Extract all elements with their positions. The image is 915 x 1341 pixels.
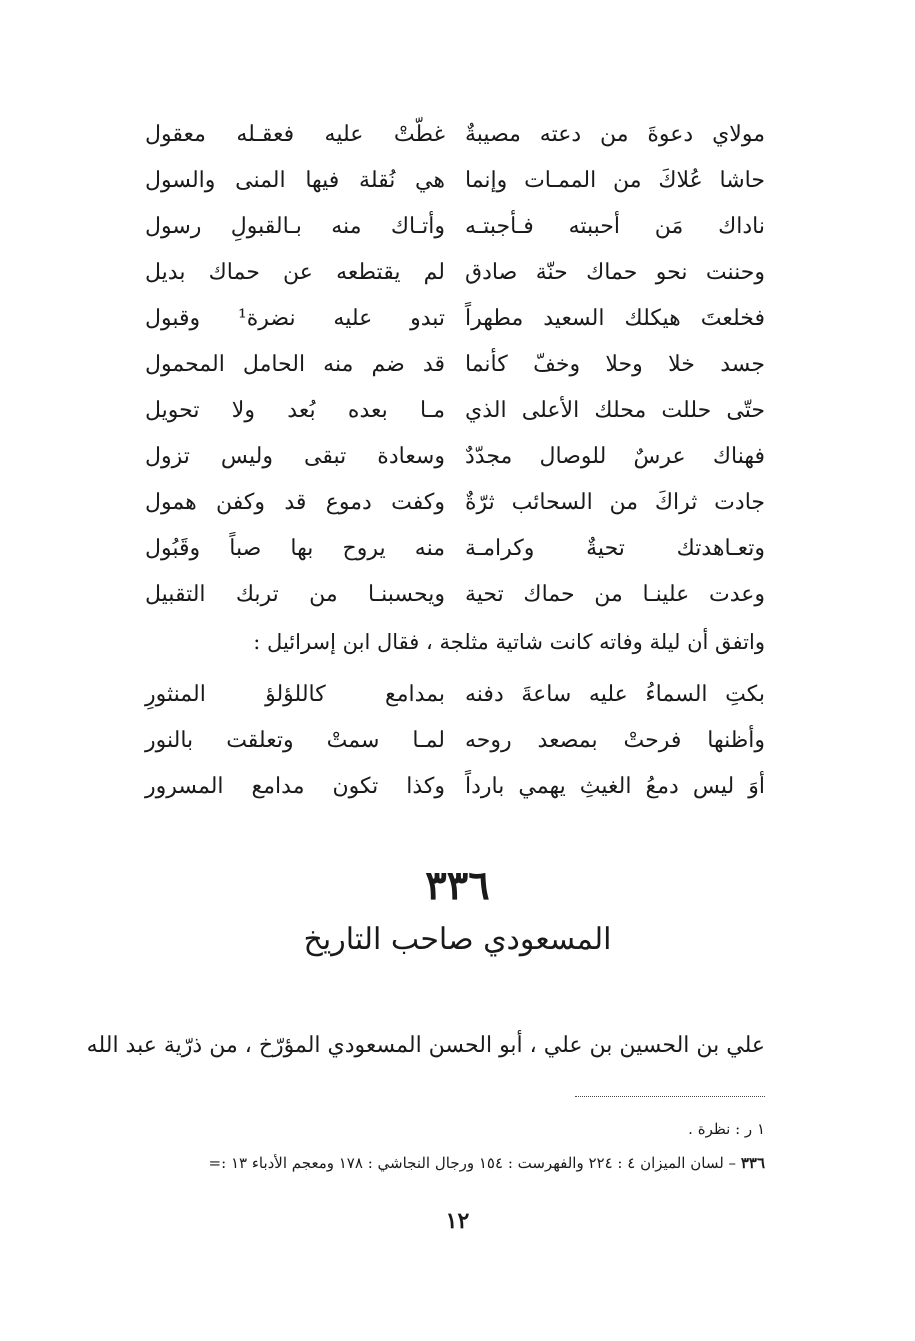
poem-verse — [145, 526, 765, 572]
verse-second-hemistich: غطّتْ عليه فعقـله معقول — [145, 122, 445, 147]
verse-second-hemistich: بمدامع كاللؤلؤ المنثورِ — [145, 682, 445, 707]
verse-first-hemistich: بكتِ السماءُ عليه ساعةَ دفنه — [465, 682, 765, 707]
verse-first-hemistich: جسد خلا وحلا وخفّ كأنما — [465, 352, 765, 377]
poem-verse — [145, 112, 765, 158]
ibn-israil-poem — [145, 672, 765, 810]
verse-second-hemistich: وسعادة تبقى وليس تزول — [145, 444, 445, 469]
verse-second-hemistich: قد ضم منه الحامل المحمول — [145, 352, 445, 377]
footnote-divider — [575, 1096, 765, 1097]
page-number: ١٢ — [445, 1208, 470, 1234]
verse-first-hemistich: ناداك مَن أحببته فـأجبتـه — [465, 214, 765, 239]
verse-first-hemistich: فخلعتَ هيكلك السعيد مطهراً — [465, 306, 765, 331]
verse-first-hemistich: وحننت نحو حماك حنّة صادق — [465, 260, 765, 285]
footnote-entry-mark: ٣٣٦ — [740, 1154, 765, 1172]
verse-second-hemistich: وأتـاك منه بـالقبولِ رسول — [145, 214, 445, 239]
poem-verse — [145, 250, 765, 296]
verse-second-hemistich: لم يقتطعه عن حماك بديل — [145, 260, 445, 285]
verse-first-hemistich: وتعـاهدتك تحيةٌ وكرامـة — [465, 536, 765, 561]
verse-first-hemistich: حتّى حللت محلك الأعلى الذي — [465, 398, 765, 423]
entry-number: ٣٣٦ — [425, 862, 490, 909]
verse-second-hemistich: مـا بعده بُعد ولا تحويل — [145, 398, 445, 423]
verse-first-hemistich: وأظنها فرحتْ بمصعد روحه — [465, 728, 765, 753]
poem-verse — [145, 388, 765, 434]
verse-second-hemistich: هي نُقلة فيها المنى والسول — [145, 168, 445, 193]
footnote-sources-text: – لسان الميزان ٤ : ٢٢٤ والفهرست : ١٥٤ ورجال النجاشي : ١٧٨ ومعجم الأدباء ١٣ := — [208, 1154, 737, 1172]
verse-first-hemistich: جادت ثراكَ من السحائب ثرّةٌ — [465, 490, 765, 515]
verse-first-hemistich: حاشا عُلاكَ من الممـات وإنما — [465, 168, 765, 193]
elegy-poem — [145, 112, 765, 618]
verse-second-hemistich: منه يروح بها صباً وقَبُول — [145, 536, 445, 561]
verse-second-hemistich: وكفت دموع قد وكفن همول — [145, 490, 445, 515]
verse-second-hemistich: لمـا سمتْ وتعلقت بالنور — [145, 728, 445, 753]
poem-verse — [145, 572, 765, 618]
verse-first-hemistich: وعدت علينـا من حماك تحية — [465, 582, 765, 607]
poem-verse — [145, 672, 765, 718]
poem-verse — [145, 158, 765, 204]
footnote-1: ١ ر : نظرة . — [688, 1120, 765, 1138]
entry-title: المسعودي صاحب التاريخ — [303, 922, 612, 957]
verse-first-hemistich: مولاي دعوةَ من دعته مصيبةٌ — [465, 122, 765, 147]
poem-verse — [145, 296, 765, 342]
verse-second-hemistich: ويحسبنـا من تربك التقبيل — [145, 582, 445, 607]
poem-verse — [145, 718, 765, 764]
poem-verse — [145, 204, 765, 250]
verse-second-hemistich: وكذا تكون مدامع المسرور — [145, 774, 445, 799]
verse-first-hemistich: أوَ ليس دمعُ الغيثِ يهمي بارداً — [465, 774, 765, 799]
poem-verse — [145, 434, 765, 480]
verse-second-hemistich: تبدو عليه نضرة¹ وقبول — [145, 306, 445, 331]
narrative-line: واتفق أن ليلة وفاته كانت شاتية مثلجة ، فقال ابن إسرائيل : — [253, 630, 765, 654]
footnote-sources — [65, 1152, 765, 1174]
verse-first-hemistich: فهناك عرسٌ للوصال مجدّدٌ — [465, 444, 765, 469]
poem-verse — [145, 342, 765, 388]
poem-verse — [145, 480, 765, 526]
entry-intro-text: علي بن الحسين بن علي ، أبو الحسن المسعودي المؤرّخ ، من ذرّية عبد الله — [86, 1033, 765, 1058]
poem-verse — [145, 764, 765, 810]
